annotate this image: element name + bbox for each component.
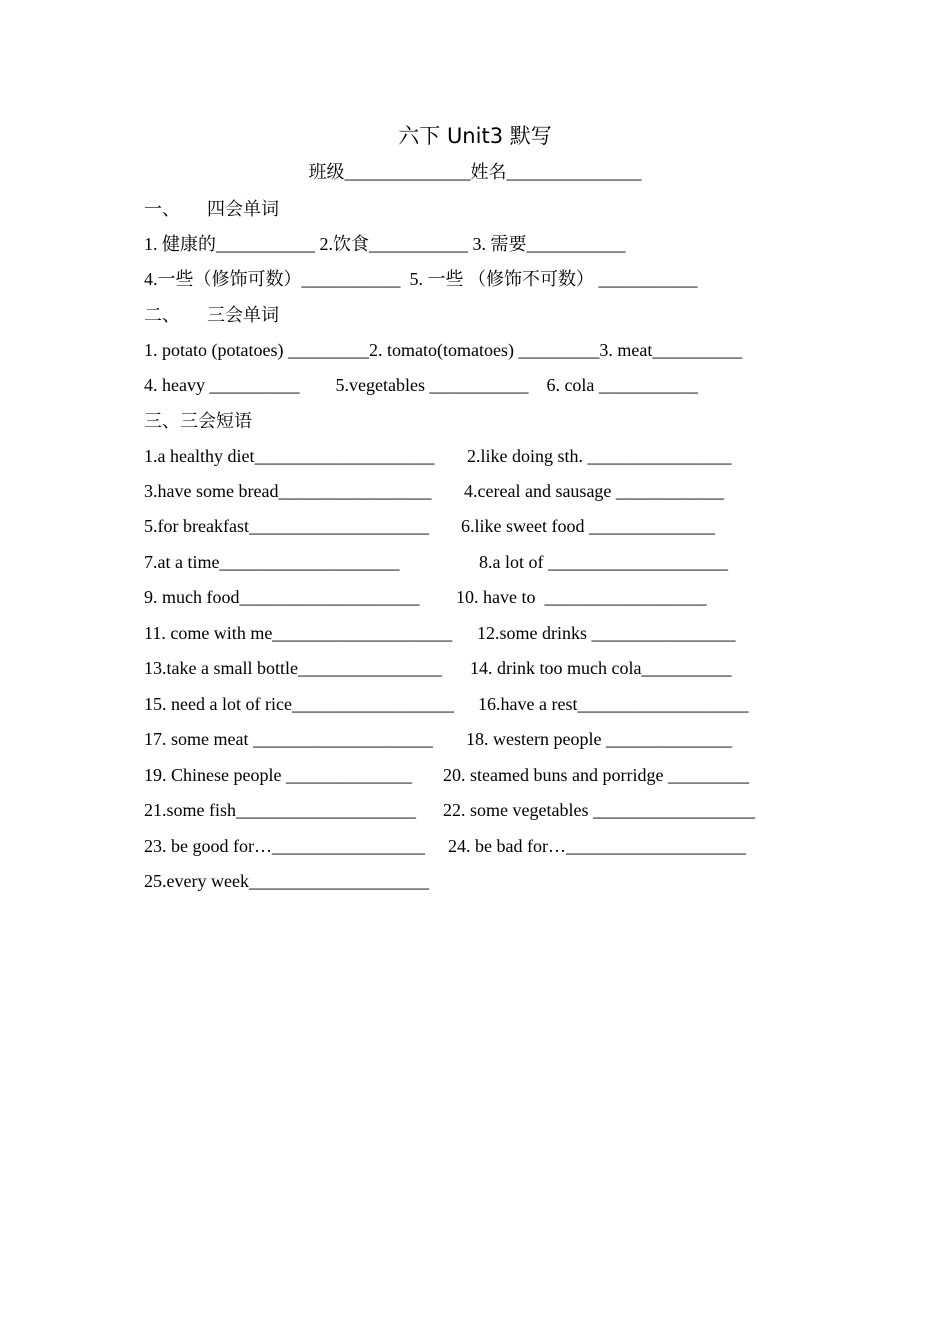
phrase-item: 15. need a lot of rice__________________ (144, 694, 454, 714)
phrase-item: 16.have a rest___________________ (478, 694, 749, 714)
section-1-line-1: 1. 健康的___________ 2.饮食___________ 3. 需要___________ (144, 234, 626, 254)
phrase-item: 1.a healthy diet____________________ (144, 446, 435, 466)
phrase-item: 10. have to __________________ (456, 587, 707, 607)
phrase-item: 21.some fish____________________ (144, 800, 416, 820)
phrase-item: 25.every week____________________ (144, 871, 429, 891)
phrase-item: 17. some meat ____________________ (144, 729, 433, 749)
phrase-item: 12.some drinks ________________ (477, 623, 736, 643)
section-2-line-2: 4. heavy __________ 5.vegetables ___________ 6. cola ___________ (144, 375, 698, 395)
phrase-item: 13.take a small bottle________________ (144, 658, 442, 678)
section-3-heading: 三、三会短语 (144, 411, 252, 431)
phrase-item: 19. Chinese people ______________ (144, 765, 412, 785)
phrase-item: 9. much food____________________ (144, 587, 420, 607)
phrase-item: 3.have some bread_________________ (144, 481, 432, 501)
phrase-item: 14. drink too much cola__________ (470, 658, 732, 678)
section-2-heading: 二、 三会单词 (144, 305, 279, 325)
section-1-heading: 一、 四会单词 (144, 199, 279, 219)
section-2-line-1: 1. potato (potatoes) _________2. tomato(tomatoes) _________3. meat__________ (144, 340, 743, 360)
phrase-item: 20. steamed buns and porridge _________ (443, 765, 749, 785)
page-title: 六下 Unit3 默写 (398, 124, 552, 148)
phrase-item: 23. be good for…_________________ (144, 836, 425, 856)
phrase-item: 7.at a time____________________ (144, 552, 400, 572)
class-name-line: 班级______________姓名_______________ (308, 162, 642, 182)
phrase-item: 22. some vegetables __________________ (443, 800, 755, 820)
phrase-item: 5.for breakfast____________________ (144, 516, 429, 536)
phrase-item: 6.like sweet food ______________ (461, 516, 715, 536)
phrase-item: 2.like doing sth. ________________ (467, 446, 732, 466)
phrase-item: 11. come with me____________________ (144, 623, 453, 643)
phrase-item: 8.a lot of ____________________ (479, 552, 728, 572)
phrase-item: 24. be bad for…____________________ (448, 836, 746, 856)
section-1-line-2: 4.一些（修饰可数）___________ 5. 一些 （修饰不可数） ___________ (144, 269, 698, 289)
phrase-item: 18. western people ______________ (466, 729, 732, 749)
phrase-item: 4.cereal and sausage ____________ (464, 481, 724, 501)
